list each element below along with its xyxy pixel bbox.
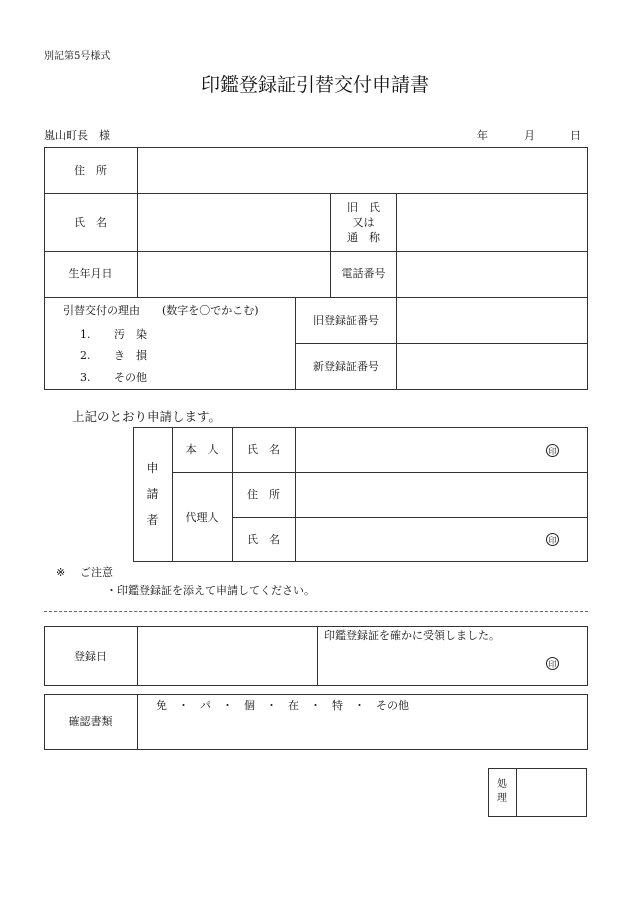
col-divider <box>137 694 138 750</box>
phone-label: 電話番号 <box>341 267 386 280</box>
former-name-field[interactable] <box>397 194 587 251</box>
registration-date-label: 登録日 <box>74 650 107 663</box>
reason-number-3[interactable]: 3. <box>80 371 91 384</box>
new-registration-label: 新登録証番号 <box>313 360 379 373</box>
col-divider <box>317 626 318 686</box>
seal-mark-self: 印 <box>546 444 559 457</box>
self-label: 本 人 <box>185 443 219 456</box>
agent-address-label: 住 所 <box>247 488 280 501</box>
applicant-side-label-3: 者 <box>146 513 159 527</box>
new-registration-field[interactable] <box>397 344 587 389</box>
processing-label-2: 理 <box>497 793 507 804</box>
col-divider <box>295 297 296 390</box>
self-name-label: 氏 名 <box>247 443 280 456</box>
birth-label: 生年月日 <box>68 267 113 280</box>
id-documents-label: 確認書類 <box>68 715 113 728</box>
former-name-label-line1: 旧 氏 <box>347 201 380 214</box>
registration-date-field[interactable] <box>138 627 317 685</box>
reason-option-2[interactable]: き 損 <box>114 349 147 362</box>
agent-address-field[interactable] <box>296 473 587 517</box>
reason-option-1[interactable]: 汚 染 <box>114 328 147 341</box>
reason-label: 引替交付の理由 <box>63 304 140 317</box>
phone-field[interactable] <box>397 252 587 297</box>
agent-name-label: 氏 名 <box>247 533 280 546</box>
addressee: 嵐山町長 様 <box>44 129 110 142</box>
notice-item: ・印鑑登録証を添えて申請してください。 <box>106 584 315 597</box>
id-documents-options[interactable]: 免 ・ パ ・ 個 ・ 在 ・ 特 ・ その他 <box>156 699 409 712</box>
former-name-label-line3: 通 称 <box>347 231 380 244</box>
agent-label: 代理人 <box>185 511 219 524</box>
birth-field[interactable] <box>138 252 330 297</box>
old-registration-label: 旧登録証番号 <box>313 314 379 327</box>
reason-option-3[interactable]: その他 <box>114 371 147 384</box>
seal-mark-agent: 印 <box>546 533 559 546</box>
applicant-side-label-2: 請 <box>146 487 159 501</box>
processing-label-1: 処 <box>497 779 507 790</box>
office-use-separator <box>44 611 588 612</box>
reason-number-1[interactable]: 1. <box>80 328 91 341</box>
notice-heading: ご注意 <box>80 566 113 579</box>
address-field[interactable] <box>138 148 587 193</box>
self-name-field[interactable] <box>296 428 536 472</box>
name-label: 氏 名 <box>74 216 107 229</box>
applicant-side-label-1: 申 <box>146 461 159 475</box>
form-number: 別記第5号様式 <box>44 51 111 62</box>
application-statement: 上記のとおり申請します。 <box>72 409 222 424</box>
processing-field[interactable] <box>517 769 586 816</box>
receipt-text: 印鑑登録証を確かに受領しました。 <box>324 629 500 642</box>
page-title: 印鑑登録証引替交付申請書 <box>200 74 429 96</box>
former-name-label-line2: 又は <box>352 216 375 229</box>
date-year-label: 年 <box>477 129 488 142</box>
reason-note: (数字を〇でかこむ) <box>162 304 259 317</box>
notice-mark: ※ <box>56 566 66 579</box>
address-label: 住 所 <box>74 164 107 177</box>
old-registration-field[interactable] <box>397 298 587 343</box>
date-day-label: 日 <box>570 129 581 142</box>
reason-number-2[interactable]: 2. <box>80 349 91 362</box>
agent-name-field[interactable] <box>296 518 536 561</box>
name-field[interactable] <box>138 194 330 251</box>
seal-mark-receipt: 印 <box>546 657 559 670</box>
date-month-label: 月 <box>524 129 535 142</box>
